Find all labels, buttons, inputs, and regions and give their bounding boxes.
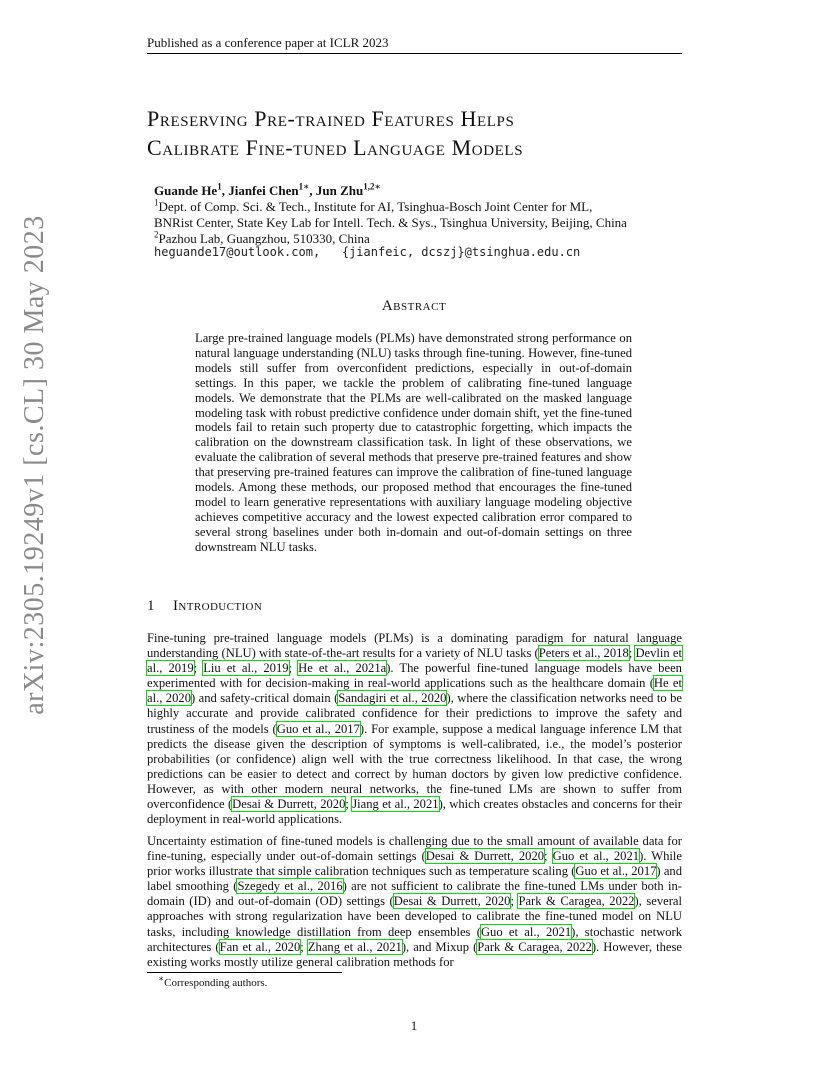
footnote [158, 973, 268, 989]
header-rule [147, 53, 682, 54]
citation-link[interactable]: Desai & Durrett, 2020 [232, 797, 346, 812]
citation-link[interactable]: Szegedy et al., 2016 [237, 879, 343, 894]
author-emails: heguande17@outlook.com, {jianfeic, dcszj}@tsinghua.edu.cn [154, 245, 581, 259]
citation-link[interactable]: He et al., 2021a [298, 661, 387, 676]
citation-link[interactable]: Peters et al., 2018 [538, 646, 629, 661]
section-number: 1 [147, 598, 155, 614]
footnote-rule [147, 972, 342, 973]
affiliation-line [154, 199, 592, 215]
title-line-2: Calibrate Fine-tuned Language Models [147, 135, 524, 160]
citation-link[interactable]: Liu et al., 2019 [203, 661, 289, 676]
affiliation-mark: 2 [154, 229, 159, 240]
citation-link[interactable]: Park & Caragea, 2022 [477, 939, 592, 954]
intro-paragraph-1: Fine-tuning pre-trained language models (PLMs) is a dominating paradigm for natural language understanding (NLU) with state-of-the-art results for a variety of NLU tasks (Peters et al., 2018; Devlin et al., 2019; Liu et al., 2019; He et al., 2021a). The powerful fine-tuned language models have been experimented with for decision-making in real-world applications such as the healthcare domain (He et al., 2020) and safety-critical domain (Sandagiri et al., 2020), where the classification networks need to be highly accurate and provide calibrated confidence for their predictions to improve the safety and trustiness of the models (Guo et al., 2017). For example, suppose a medical language inference LM that predicts the disease given the description of symptoms is well-calibrated, i.e., the model’s posterior probabilities (or confidence) align well with the true correctness likelihood. In that case, the wrong predictions can be easier to detect and correct by human doctors by given low predictive confidence. However, as with other modern neural networks, the fine-tuned LMs are shown to suffer from overconfidence (Desai & Durrett, 2020; Jiang et al., 2021), which creates obstacles and concerns for their deployment in real-world applications. [147, 631, 682, 827]
citation-link[interactable]: He et al., 2020 [147, 676, 682, 706]
page-number: 1 [410, 1018, 418, 1033]
running-header: Published as a conference paper at ICLR 2023 [147, 35, 389, 50]
citation-link[interactable]: Guo et al., 2017 [276, 721, 360, 736]
author-name: Jun Zhu [315, 183, 364, 198]
author-affiliation-mark: 1,2∗ [363, 181, 381, 192]
affiliation-text: Pazhou Lab, Guangzhou, 510330, China [158, 231, 370, 246]
citation-link[interactable]: Desai & Durrett, 2020 [425, 849, 545, 864]
author-name: Guande He [154, 183, 218, 198]
author-name: Jianfei Chen [228, 183, 299, 198]
affiliation-mark: 1 [154, 197, 159, 208]
citation-link[interactable]: Guo et al., 2017 [575, 864, 657, 879]
title-line-1: Preserving Pre-trained Features Helps [147, 106, 515, 131]
citation-link[interactable]: Devlin et al., 2019 [147, 646, 682, 676]
citation-link[interactable]: Desai & Durrett, 2020 [393, 894, 511, 909]
intro-paragraph-2: Uncertainty estimation of fine-tuned models is challenging due to the small amount of available data for fine-tuning, especially under out-of-domain settings (Desai & Durrett, 2020; Guo et al., 2021). While prior works illustrate that simple calibration techniques such as temperature scaling (Guo et al., 2017) and label smoothing (Szegedy et al., 2016) are not sufficient to calibrate the fine-tuned LMs under both in-domain (ID) and out-of-domain (OD) settings (Desai & Durrett, 2020; Park & Caragea, 2022), several approaches with strong regularization have been developed to calibrate the fine-tuned model on NLU tasks, including knowledge distillation from deep ensembles (Guo et al., 2021), stochastic network architectures (Fan et al., 2020; Zhang et al., 2021), and Mixup (Park & Caragea, 2022). However, these existing works mostly utilize general calibration methods for [147, 834, 683, 969]
abstract-heading: Abstract [381, 298, 447, 314]
arxiv-watermark-text: arXiv:2305.19249v1 [cs.CL] 30 May 2023 [19, 215, 50, 715]
author-list: Guande He$^1$, Jianfei Chen$^{1∗}$, Jun Zhu$^{1,2∗}$ [154, 181, 381, 198]
citation-link[interactable]: Fan et al., 2020 [219, 939, 301, 954]
citation-link[interactable]: Park & Caragea, 2022 [518, 894, 635, 909]
section-title: Introduction [173, 598, 263, 614]
author-affiliation-mark: 1 [217, 181, 222, 192]
section-heading [147, 598, 262, 615]
affiliation-text: Dept. of Comp. Sci. & Tech., Institute for AI, Tsinghua-Bosch Joint Center for ML, [158, 199, 593, 214]
arxiv-watermark [18, 215, 52, 715]
paper-title [147, 104, 707, 162]
affiliation-line [154, 215, 627, 231]
footnote-text: Corresponding authors. [164, 977, 268, 989]
citation-link[interactable]: Jiang et al., 2021 [352, 797, 439, 812]
citation-link[interactable]: Sandagiri et al., 2020 [338, 691, 447, 706]
author-affiliation-mark: 1∗ [298, 181, 310, 192]
citation-link[interactable]: Guo et al., 2021 [552, 849, 640, 864]
affiliation-text: BNRist Center, State Key Lab for Intell. Tech. & Sys., Tsinghua University, Beijing, China [154, 215, 627, 230]
footnote-mark: ∗ [158, 973, 165, 984]
citation-link[interactable]: Zhang et al., 2021 [307, 939, 402, 954]
abstract-body: Large pre-trained language models (PLMs) have demonstrated strong performance on natural language understanding (NLU) tasks through fine-tuning. However, fine-tuned models still suffer from overconfident predictions, especially in out-of-domain settings. In this paper, we tackle the problem of calibrating fine-tuned language models. We demonstrate that the PLMs are well-calibrated on the masked language modeling task with robust predictive confidence under domain shift, yet the fine-tuned models fail to retain such property due to catastrophic forgetting, which impacts the calibration on the downstream classification task. In light of these observations, we evaluate the calibration of several methods that preserve pre-trained features and show that preserving pre-trained features can improve the calibration of fine-tuned language models. Among these methods, our proposed method that encourages the fine-tuned model to learn generative representations with auxiliary language modeling objective achieves competitive accuracy and the lowest expected calibration error compared to several strong baselines under both in-domain and out-of-domain settings on three downstream NLU tasks. [195, 331, 632, 554]
citation-link[interactable]: Guo et al., 2021 [480, 924, 572, 939]
